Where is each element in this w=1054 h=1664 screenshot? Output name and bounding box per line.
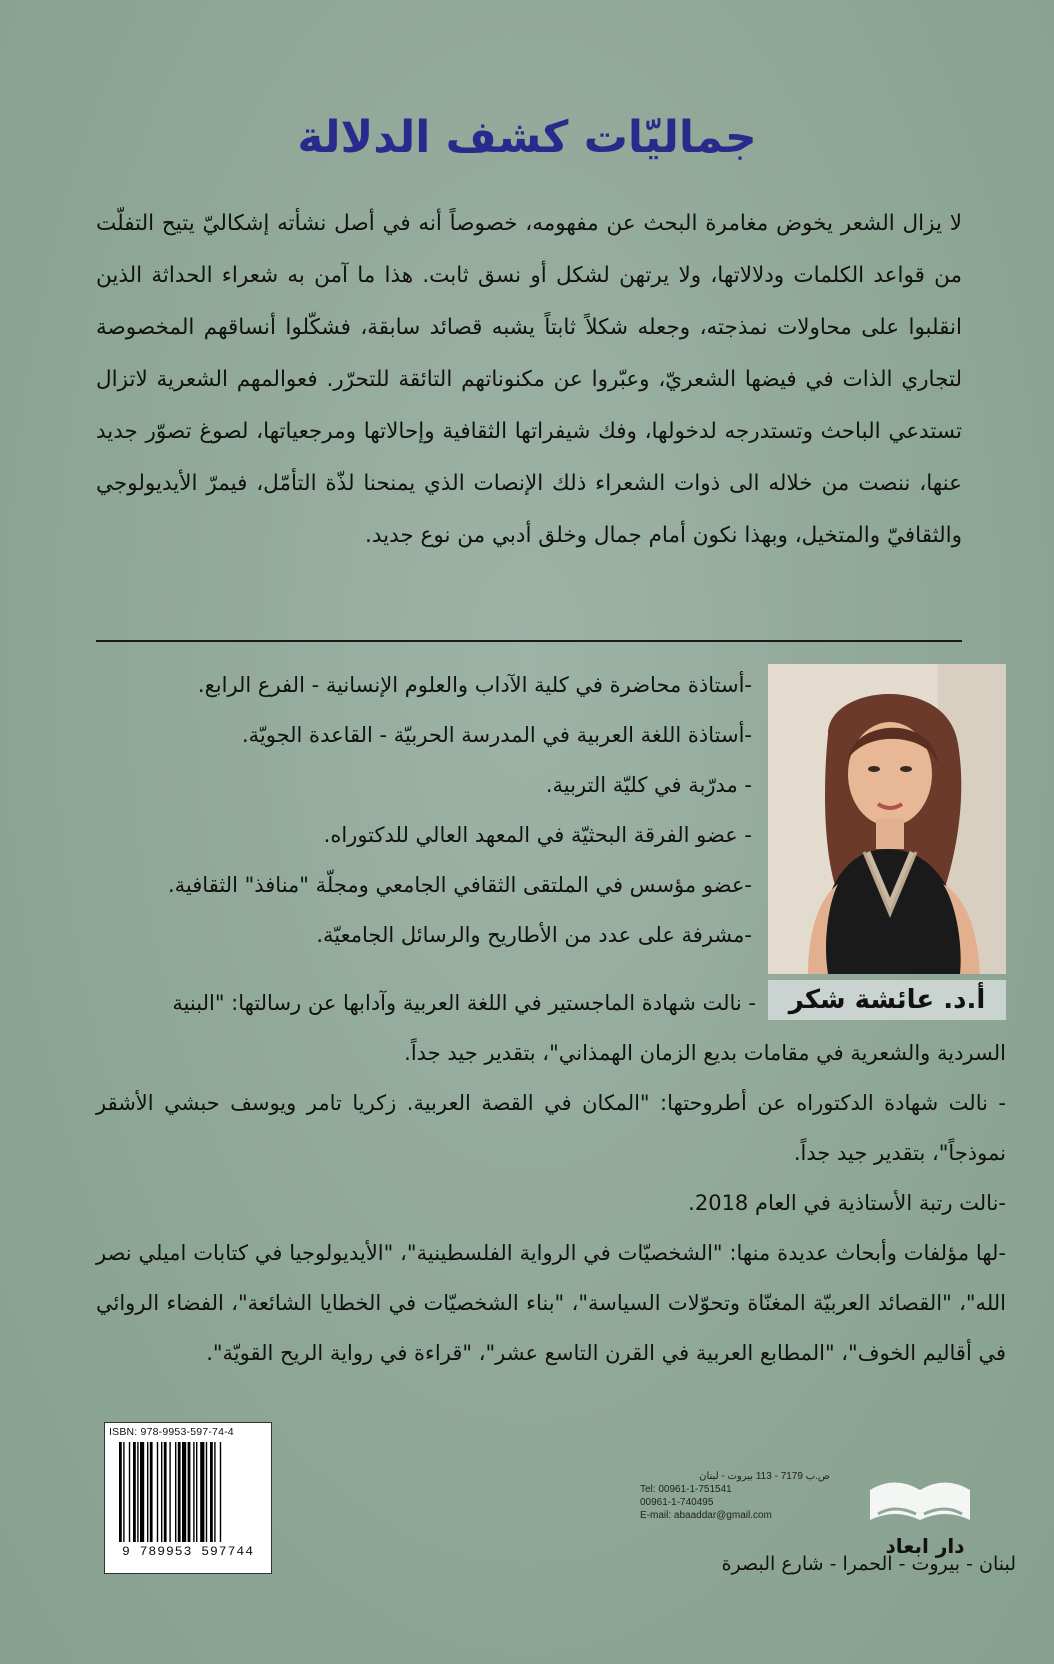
- contact-tel2: 00961-1-740495: [640, 1497, 714, 1508]
- barcode-bar: [123, 1442, 124, 1542]
- isbn-label: ISBN: 978-9953-597-74-4: [109, 1426, 234, 1438]
- barcode-bar: [220, 1442, 221, 1542]
- bio-paragraph: -لها مؤلفات وأبحاث عديدة منها: "الشخصيّات في الرواية الفلسطينية"، "الأيديولوجيا في كتابات اميلي نصر الله"، "القصائد العربيّة المغنّاة وتحوّلات السياسة"، "بناء الشخصيّات في الخطايا الشائعة"، الفضاء الروائي في أقاليم الخوف"، "المطابع العربية في القرن التاسع عشر"، "قراءة في رواية الريح القويّة".: [96, 1241, 1006, 1365]
- bio-paragraph: السردية والشعرية في مقامات بديع الزمان الهمذاني"، بتقدير جيد جداً.: [404, 1041, 1006, 1065]
- barcode-bar: [119, 1442, 122, 1542]
- bio-item: - مدرّبة في كليّة التربية.: [545, 773, 752, 797]
- barcode-bar: [193, 1442, 194, 1542]
- bio-list: [168, 660, 752, 960]
- barcode-icon: [105, 1440, 271, 1544]
- publisher-contact: [640, 1470, 830, 1522]
- barcode-bar: [147, 1442, 148, 1542]
- barcode-bar: [182, 1442, 186, 1542]
- contact-tel1: Tel: 00961-1-751541: [640, 1484, 732, 1495]
- barcode-bar: [157, 1442, 158, 1542]
- bio-masters: - نالت شهادة الماجستير في اللغة العربية وآدابها عن رسالتها: "البنية: [172, 991, 756, 1015]
- contact-pobox: ص.ب 7179 - 113 بيروت - لبنان: [699, 1471, 830, 1482]
- barcode-bar: [200, 1442, 204, 1542]
- publisher-address: لبنان - بيروت - الحمرا - شارع البصرة: [721, 1553, 1016, 1575]
- barcode-bar: [161, 1442, 162, 1542]
- intro-paragraph: لا يزال الشعر يخوض مغامرة البحث عن مفهومه، خصوصاً أنه في أصل نشأته إشكاليّ يتيح التفلّت من قواعد الكلمات ودلالاتها، ولا يرتهن لشكل أو نسق ثابت. هذا ما آمن به شعراء الحداثة الذين انقلبوا على محاولات نمذجته، وجعله شكلاً ثابتاً يشبه قصائد سابقة، فشكّلوا أنساقهم المخصوصة لتجاري الذات في فيضها الشعريّ، وعبّروا عن مكنوناتهم التائقة للتحرّر. فعوالمهم الشعرية لاتزال تستدعي الباحث وتستدرجه لدخولها، وفك شيفراتها الثقافية وإحالاتها ومرجعياتها، لصوغ تصوّر جديد عنها، ننصت من خلاله الى ذوات الشعراء ذلك الإنصات الذي يمنحنا لذّة التأمّل، فيمرّ الأيديولوجي والثقافيّ والمتخيل، وبهذا نكون أمام جمال وخلق أدبي من نوع جديد.: [96, 211, 962, 548]
- barcode-bar: [188, 1442, 191, 1542]
- barcode-bar: [169, 1442, 170, 1542]
- barcode-bar: [150, 1442, 153, 1542]
- barcode-bar: [178, 1442, 181, 1542]
- author-portrait-illustration: [768, 664, 1006, 974]
- bio-item: - عضو الفرقة البحثيّة في المعهد العالي للدكتوراه.: [323, 823, 752, 847]
- bio-paragraph: -نالت رتبة الأستاذية في العام 2018.: [688, 1191, 1006, 1215]
- barcode-bar: [206, 1442, 207, 1542]
- barcode-bar: [140, 1442, 144, 1542]
- barcode-bar: [129, 1442, 130, 1542]
- publisher-name: دار ابعاد: [885, 1534, 965, 1558]
- bio-item: -مشرفة على عدد من الأطاريح والرسائل الجامعيّة.: [316, 923, 752, 947]
- barcode-bar: [164, 1442, 167, 1542]
- author-photo: [768, 664, 1006, 974]
- bio-paragraph: - نالت شهادة الدكتوراه عن أطروحتها: "المكان في القصة العربية. زكريا تامر ويوسف حبشي الأشقر نموذجاً"، بتقدير جيد جداً.: [96, 1091, 1006, 1165]
- isbn-digits: 9 789953 597744: [121, 1544, 255, 1559]
- barcode-bar: [133, 1442, 136, 1542]
- barcode-bar: [210, 1442, 213, 1542]
- bio-details: [96, 1028, 1006, 1378]
- bio-item: -أستاذة اللغة العربية في المدرسة الحربيّة - القاعدة الجويّة.: [241, 723, 752, 747]
- barcode-bar: [137, 1442, 138, 1542]
- bio-item: -أستاذة محاضرة في كلية الآداب والعلوم الإنسانية - الفرع الرابع.: [197, 673, 752, 697]
- barcode-bar: [196, 1442, 197, 1542]
- barcode-bar: [214, 1442, 215, 1542]
- publisher-book-icon: [840, 1470, 1010, 1530]
- divider: [96, 640, 962, 642]
- bio-item: -عضو مؤسس في الملتقى الثقافي الجامعي ومجلّة "منافذ" الثقافية.: [168, 873, 752, 897]
- contact-email: E-mail: abaaddar@gmail.com: [640, 1510, 772, 1521]
- author-name-badge: أ.د. عائشة شكر: [768, 980, 1006, 1020]
- book-title: جماليّات كشف الدلالة: [297, 112, 757, 163]
- isbn-barcode-box: [104, 1422, 272, 1574]
- barcode-bar: [175, 1442, 176, 1542]
